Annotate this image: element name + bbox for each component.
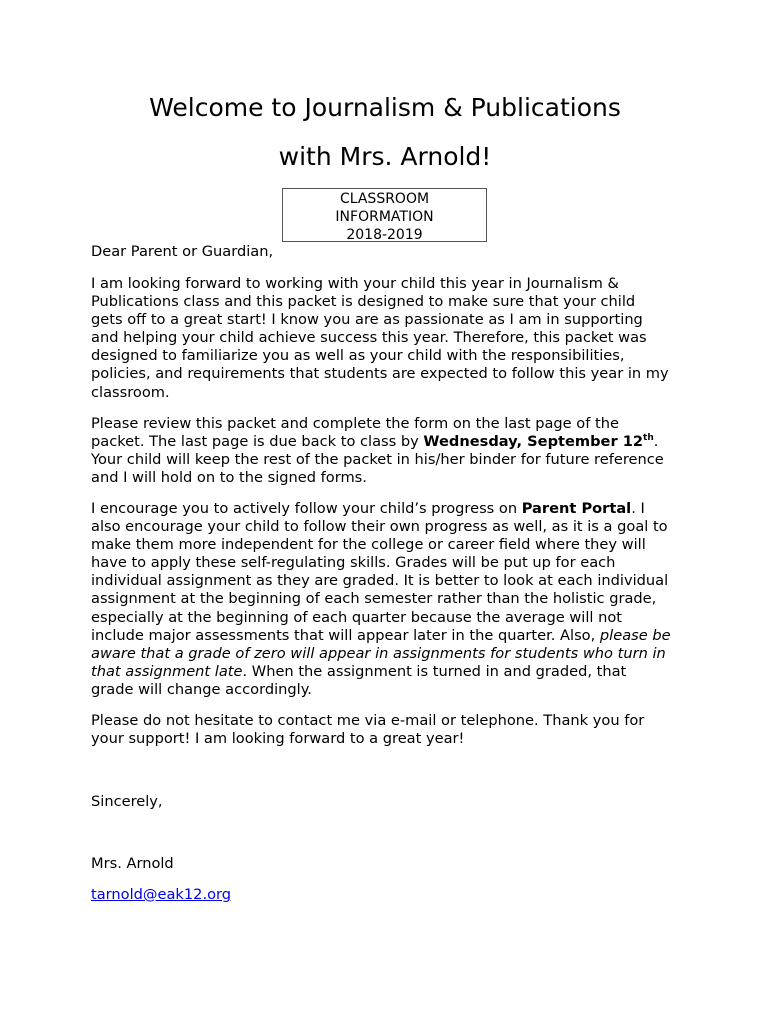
due-date-suffix: th — [643, 433, 654, 444]
due-date — [423, 433, 653, 450]
progress-text-2: . I also encourage your child to follow their own progress as well, as it is a goal to make them more independent for the college or career field where they will have to apply these self-regulating skills. Grades will be put up for each individual assignment as they are graded. It is better to look at each individual assignment at the beginning of each semester rather than the holistic grade, especially at the beginning of each quarter because the average will not include major assessments that will appear later in the quarter. Also, — [91, 500, 669, 644]
title-line-2: with Mrs. Arnold! — [278, 142, 492, 171]
signature-name: Mrs. Arnold — [91, 855, 174, 872]
closing: Sincerely, — [91, 793, 163, 810]
due-date-text: Wednesday, September 12 — [423, 433, 644, 451]
progress-text-1: I encourage you to actively follow your child’s progress on — [91, 500, 522, 517]
title-line-1: Welcome to Journalism & Publications — [149, 93, 621, 122]
email-link[interactable]: tarnold@eak12.org — [91, 886, 232, 903]
parent-portal-bold: Parent Portal — [521, 500, 632, 517]
greeting: Dear Parent or Guardian, — [91, 243, 274, 260]
info-box-line-1: CLASSROOM — [339, 191, 430, 207]
info-box-line-3: 2018-2019 — [346, 227, 423, 243]
packet-text-2: . Your child will keep the rest of the packet in his/her binder for future reference and I will hold on to the signed forms. — [91, 433, 664, 487]
progress-text-3: . When the assignment is turned in and graded, that grade will change accordingly. — [91, 662, 627, 698]
paragraph-intro: I am looking forward to working with your child this year in Journalism & Publications class and this packet is designed to make sure that your child gets off to a great start! I know you are as passionate as I am in supporting and helping your child achieve success this year. Therefore, this packet was designed to familiarize you as well as your child with the responsibilities, policies, and requirements that students are expected to follow this year in my classroom. — [91, 275, 669, 401]
paragraph-contact: Please do not hesitate to contact me via e-mail or telephone. Thank you for your support! I am looking forward to a great year! — [91, 712, 645, 748]
packet-text-1: Please review this packet and complete the form on the last page of the packet. The last page is due back to class by — [91, 415, 619, 451]
late-work-notice: please be aware that a grade of zero will appear in assignments for students who turn in that assignment late — [91, 626, 671, 680]
classroom-info-box — [282, 188, 487, 242]
paragraph-packet — [91, 415, 671, 487]
paragraph-progress — [91, 500, 671, 699]
info-box-line-2: INFORMATION — [335, 209, 434, 225]
